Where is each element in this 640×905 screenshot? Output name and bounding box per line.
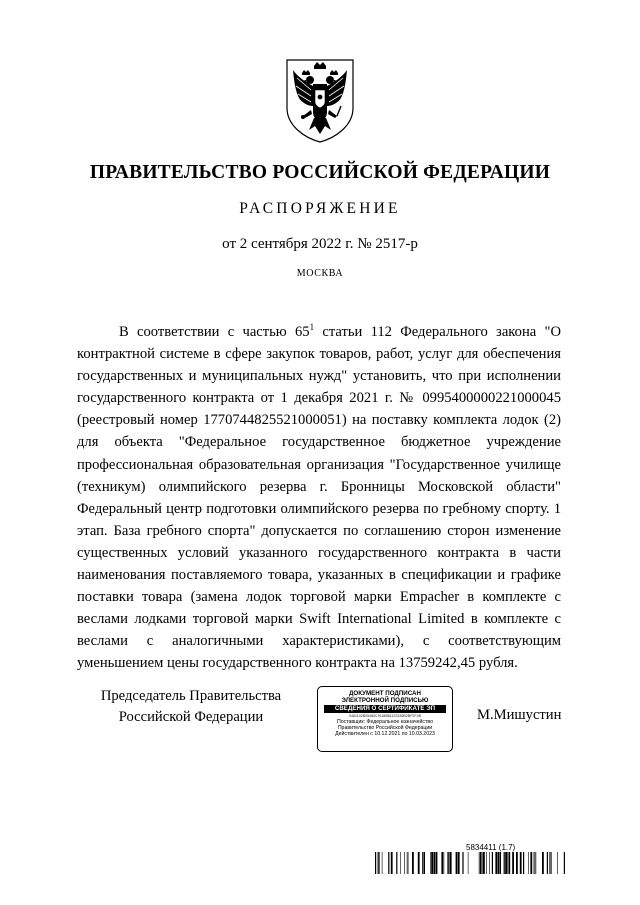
stamp-supplier-line2: Правительство Российской Федерации <box>337 724 433 731</box>
barcode-bar <box>459 852 460 874</box>
barcode-bar <box>486 852 487 874</box>
barcode-bar <box>481 852 482 874</box>
barcode-bar <box>534 852 535 874</box>
barcode-bar <box>424 852 425 874</box>
barcode-bar <box>564 852 565 874</box>
barcode-number: 5834411 (1.7) <box>466 843 516 852</box>
barcode-bar <box>520 852 522 874</box>
barcode-bar <box>422 852 423 874</box>
barcode-bar <box>500 852 501 874</box>
barcode-bar <box>382 852 383 874</box>
barcode-bar <box>379 852 380 874</box>
stamp-serial: 0481102B05480C9168981123336B2BF2F4B <box>348 713 421 718</box>
barcode-bar <box>496 852 497 874</box>
barcode-bar <box>468 852 469 874</box>
government-title: ПРАВИТЕЛЬСТВО РОССИЙСКОЙ ФЕДЕРАЦИИ <box>89 162 551 183</box>
barcode-bar <box>547 852 548 874</box>
barcode-bar <box>458 852 459 874</box>
barcode-bar <box>407 852 408 874</box>
body-text-superscript: 1 <box>309 322 315 332</box>
barcode-bar <box>391 852 393 874</box>
barcode-bar <box>516 852 518 874</box>
barcode-bar <box>433 852 435 874</box>
barcode-bar <box>550 852 551 874</box>
barcode-bar <box>436 852 438 874</box>
document-city: МОСКВА <box>296 268 344 279</box>
barcode-bar <box>507 852 508 874</box>
stamp-line1: ДОКУМЕНТ ПОДПИСАН <box>349 690 421 697</box>
barcode-bar <box>431 852 433 874</box>
electronic-signature-stamp <box>317 686 453 752</box>
barcode-bar <box>535 852 536 874</box>
barcode-bar <box>400 852 401 874</box>
stamp-supplier-line1: Поставщик: Федеральное казначейство <box>337 718 433 725</box>
decree-body-text <box>77 321 561 675</box>
barcode-bar <box>483 852 485 874</box>
barcode-bar <box>444 852 445 874</box>
body-text-rest: статьи 112 Федерального закона "О контрактной системе в сфере закупок товаров, работ, услуг для обеспечения государственных и муниципальных нужд" установить, что при исполнении государственного контракта от 1 декабря 2021 г. № 0995400000221000045 (реестровый номер 1770744825521000051) на поставку комплекта лодок (2) для объекта "Федеральное государственное бюджетное учреждение профессиональная образовательная организация "Государственное училище (техникум) олимпийского резерва г. Бронницы Московской области" Федеральный центр подготовки олимпийского резерва по гребному спорту. 1 этап. База гребного спорта" допускается по соглашению сторон изменение существенных условий указанного государственного контракта в части наименования поставляемого товара, указанных в спецификации и графике поставки товара (замена лодок торговой марки Empacher в комплекте с веслами лодками торговой марки Swift International Limited в комплекте с веслами с аналогичными характеристиками), с соответствующим уменьшением цены государственного контракта на 13759242,45 рубля. <box>77 324 561 672</box>
barcode-bar <box>549 852 550 874</box>
barcode-bar <box>557 852 558 874</box>
barcode-bar <box>536 852 537 874</box>
document-type: РАСПОРЯЖЕНИЕ <box>239 200 401 217</box>
barcode <box>375 852 565 874</box>
barcode-bar <box>489 852 490 874</box>
barcode-bar <box>378 852 379 874</box>
barcode-bar <box>430 852 431 874</box>
barcode-bar <box>450 852 451 874</box>
barcode-bar <box>448 852 449 874</box>
barcode-bar <box>462 852 463 874</box>
barcode-bar <box>408 852 409 874</box>
barcode-bar <box>404 852 405 874</box>
barcode-bar <box>412 852 414 874</box>
barcode-bar <box>480 852 481 874</box>
barcode-bar <box>441 852 443 874</box>
signer-role <box>81 686 301 728</box>
barcode-bar <box>498 852 500 874</box>
stamp-validity: Действителен с 10.12.2021 по 10.03.2023 <box>335 730 435 737</box>
barcode-bar <box>509 852 510 874</box>
barcode-bar <box>495 852 496 874</box>
barcode-bar <box>528 852 529 874</box>
barcode-bar <box>504 852 505 874</box>
barcode-bar <box>530 852 532 874</box>
signer-role-line1: Председатель Правительства <box>100 688 282 704</box>
barcode-bar <box>523 852 524 874</box>
barcode-bar <box>447 852 448 874</box>
signer-name: М.Мишустин <box>477 707 562 723</box>
barcode-bar <box>505 852 507 874</box>
stamp-line2: ЭЛЕКТРОННОЙ ПОДПИСЬЮ <box>341 697 429 704</box>
barcode-bar <box>492 852 493 874</box>
barcode-bar <box>456 852 458 874</box>
barcode-bar <box>479 852 480 874</box>
signer-role-line2: Российской Федерации <box>118 709 264 725</box>
barcode-bar <box>542 852 544 874</box>
body-text-start: В соответствии с частью 65 <box>119 324 310 340</box>
barcode-bar <box>396 852 397 874</box>
document-date-number: от 2 сентября 2022 г. № 2517-р <box>222 236 418 252</box>
barcode-bar <box>418 852 420 874</box>
barcode-bar <box>388 852 389 874</box>
barcode-bar <box>451 852 452 874</box>
barcode-bar <box>375 852 376 874</box>
stamp-certificate-header: СВЕДЕНИЯ О СЕРТИФИКАТЕ ЭП <box>324 705 446 713</box>
coat-of-arms-emblem <box>283 56 357 144</box>
barcode-bar <box>512 852 514 874</box>
